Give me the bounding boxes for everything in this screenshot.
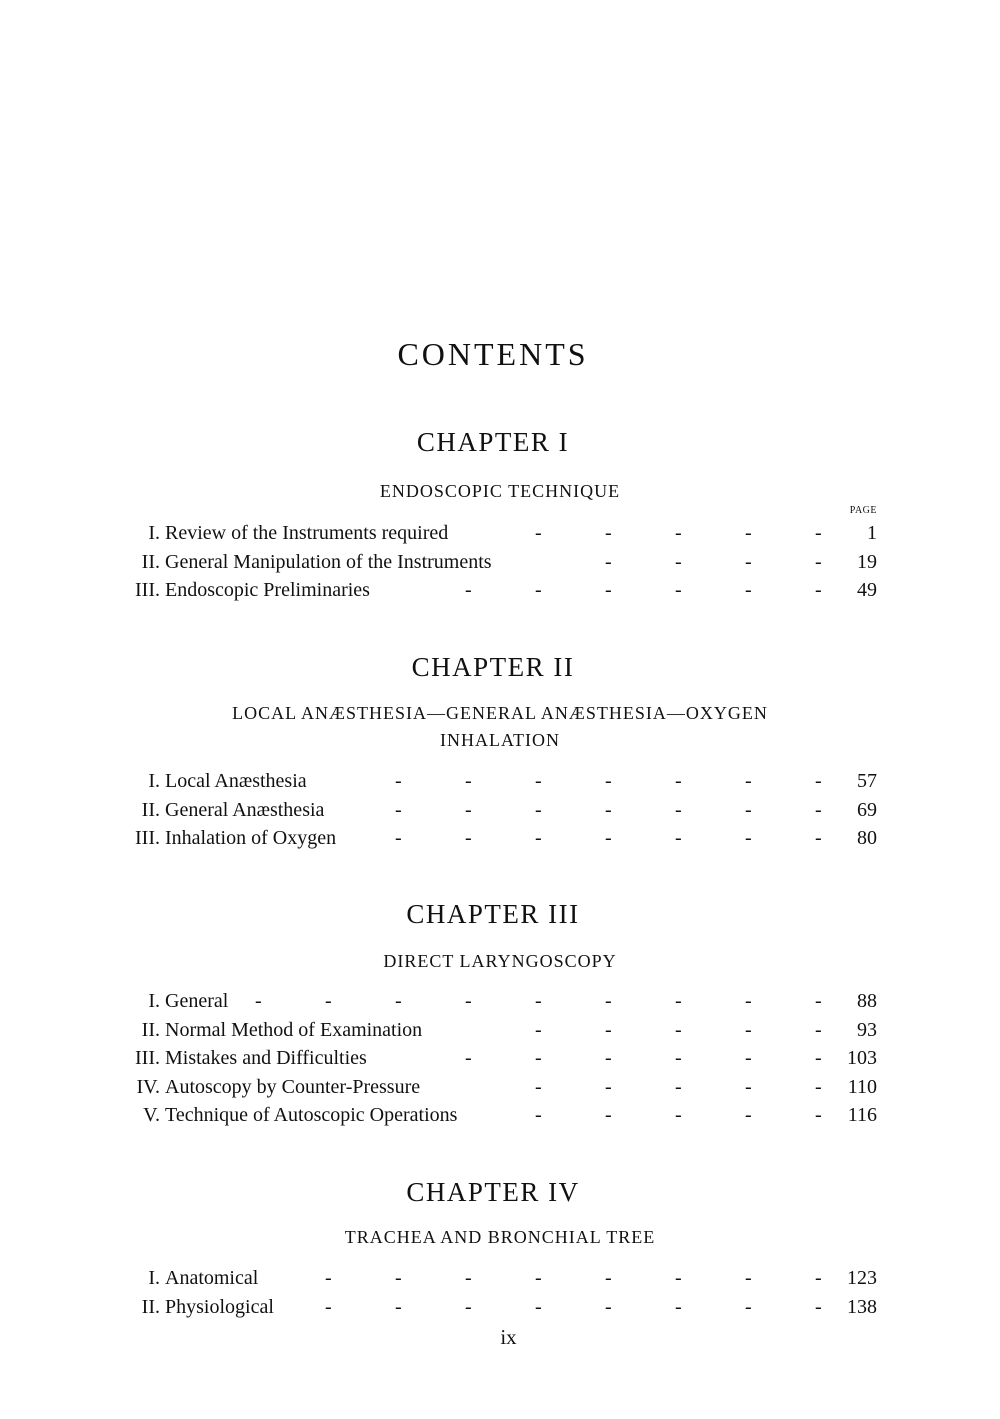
leader-dashes (0, 767, 1000, 795)
leader-dash: - (535, 798, 542, 821)
leader-dash: - (815, 770, 822, 792)
entry-number: I. (148, 990, 160, 1012)
chapter-subtitle-line: DIRECT LARYNGOSCOPY (383, 951, 617, 971)
leader-dash: - (255, 990, 262, 1012)
leader-dash: - (815, 827, 822, 849)
entry-number: I. (148, 522, 160, 544)
entry-number: II. (141, 550, 160, 573)
entry-page: 69 (857, 798, 877, 821)
chapter-subtitle-line: INHALATION (440, 730, 560, 750)
leader-dash: - (395, 1267, 402, 1289)
chapter-subtitle (0, 700, 1000, 754)
toc-entry[interactable] (0, 1016, 1000, 1045)
leader-dash: - (395, 770, 402, 792)
leader-dash: - (605, 1075, 612, 1098)
leader-dash: - (535, 1295, 542, 1318)
leader-dash: - (815, 1267, 822, 1289)
entry-title: Normal Method of Examination (165, 1018, 423, 1041)
toc-entry[interactable] (0, 519, 1000, 548)
entry-page: 93 (857, 1018, 877, 1041)
toc-entry[interactable] (0, 767, 1000, 796)
leader-dash: - (815, 1047, 822, 1069)
entry-number: II. (141, 798, 160, 821)
toc-entry[interactable] (0, 1073, 1000, 1102)
leader-dash: - (605, 827, 612, 849)
leader-dash: - (745, 827, 752, 849)
leader-dash: - (605, 798, 612, 821)
leader-dashes (0, 1016, 1000, 1044)
entry-page: 123 (847, 1267, 877, 1289)
chapter-subtitle-line: ENDOSCOPIC TECHNIQUE (379, 481, 621, 501)
leader-dash: - (745, 798, 752, 821)
entry-page: 57 (857, 770, 877, 792)
entry-title: Inhalation of Oxygen (165, 827, 337, 849)
leader-dash: - (815, 550, 822, 573)
entry-title: General Manipulation of the Instruments (165, 550, 492, 573)
leader-dash: - (745, 1295, 752, 1318)
leader-dash: - (745, 522, 752, 544)
toc-entry[interactable] (0, 548, 1000, 577)
leader-dash: - (605, 550, 612, 573)
chapter-heading: CHAPTER IV (406, 1177, 580, 1207)
toc-list (0, 767, 1000, 853)
chapter-subtitle-line: TRACHEA AND BRONCHIAL TREE (344, 1227, 656, 1247)
leader-dashes (0, 796, 1000, 824)
leader-dash: - (465, 579, 472, 601)
leader-dash: - (605, 990, 612, 1012)
chapter-subtitle-line: LOCAL ANÆSTHESIA—GENERAL ANÆSTHESIA—OXYGEN (232, 703, 768, 723)
leader-dash: - (745, 1047, 752, 1069)
leader-dash: - (465, 1295, 472, 1318)
leader-dashes (0, 576, 1000, 604)
entry-page: 80 (857, 827, 877, 849)
leader-dashes (0, 824, 1000, 852)
toc-entry[interactable] (0, 576, 1000, 605)
entry-page: 1 (867, 522, 877, 544)
leader-dashes (0, 519, 1000, 547)
leader-dash: - (675, 1075, 682, 1098)
leader-dash: - (535, 827, 542, 849)
entry-title: Anatomical (165, 1267, 259, 1289)
chapter-heading: CHAPTER III (406, 899, 580, 929)
chapter-heading: CHAPTER II (411, 652, 575, 682)
leader-dash: - (815, 522, 822, 544)
toc-entry[interactable] (0, 987, 1000, 1016)
leader-dash: - (745, 1104, 752, 1126)
leader-dash: - (815, 1295, 822, 1318)
leader-dash: - (815, 579, 822, 601)
toc-entry[interactable] (0, 824, 1000, 853)
leader-dash: - (745, 1267, 752, 1289)
leader-dash: - (465, 798, 472, 821)
leader-dash: - (535, 1047, 542, 1069)
entry-title: General (165, 990, 229, 1012)
leader-dash: - (325, 1295, 332, 1318)
leader-dash: - (465, 770, 472, 792)
entry-title: General Anæsthesia (165, 798, 325, 821)
leader-dash: - (395, 1295, 402, 1318)
entry-number: V. (143, 1104, 160, 1126)
leader-dashes (0, 548, 1000, 576)
leader-dash: - (605, 579, 612, 601)
entry-number: III. (135, 827, 160, 849)
entry-title: Local Anæsthesia (165, 770, 307, 792)
chapter-subtitle (0, 1224, 1000, 1251)
contents-title: CONTENTS (397, 336, 589, 372)
toc-entry[interactable] (0, 1264, 1000, 1293)
entry-title: Technique of Autoscopic Operations (165, 1104, 458, 1126)
leader-dash: - (815, 1018, 822, 1041)
leader-dash: - (675, 579, 682, 601)
entry-title: Review of the Instruments required (165, 522, 449, 544)
leader-dash: - (605, 1104, 612, 1126)
leader-dash: - (605, 770, 612, 792)
leader-dash: - (675, 1267, 682, 1289)
leader-dash: - (675, 990, 682, 1012)
leader-dash: - (535, 990, 542, 1012)
entry-number: III. (135, 579, 160, 601)
toc-entry[interactable] (0, 1044, 1000, 1073)
leader-dash: - (675, 798, 682, 821)
chapter-heading: CHAPTER I (416, 427, 570, 457)
toc-list (0, 987, 1000, 1130)
leader-dash: - (325, 990, 332, 1012)
entry-number: III. (135, 1047, 160, 1069)
toc-list (0, 519, 1000, 605)
leader-dash: - (745, 579, 752, 601)
entry-number: I. (148, 1267, 160, 1289)
leader-dash: - (675, 1104, 682, 1126)
leader-dash: - (535, 1267, 542, 1289)
entry-title: Autoscopy by Counter-Pressure (165, 1075, 421, 1098)
entry-page: 110 (847, 1075, 877, 1098)
entry-title: Endoscopic Preliminaries (165, 579, 370, 601)
toc-entry[interactable] (0, 1293, 1000, 1322)
leader-dash: - (605, 1018, 612, 1041)
leader-dash: - (465, 1047, 472, 1069)
leader-dash: - (745, 990, 752, 1012)
leader-dash: - (605, 1047, 612, 1069)
leader-dash: - (815, 1104, 822, 1126)
leader-dash: - (745, 770, 752, 792)
leader-dash: - (325, 1267, 332, 1289)
chapter-subtitle (0, 948, 1000, 975)
leader-dash: - (535, 522, 542, 544)
leader-dash: - (675, 827, 682, 849)
entry-page: 19 (857, 550, 877, 573)
chapter-subtitle (0, 478, 1000, 505)
leader-dash: - (465, 990, 472, 1012)
leader-dash: - (535, 1104, 542, 1126)
leader-dash: - (745, 550, 752, 573)
entry-number: II. (141, 1018, 160, 1041)
leader-dash: - (815, 990, 822, 1012)
leader-dash: - (675, 1018, 682, 1041)
leader-dash: - (815, 798, 822, 821)
leader-dash: - (745, 1018, 752, 1041)
page-number: ix (500, 1325, 517, 1349)
toc-entry[interactable] (0, 1101, 1000, 1130)
leader-dash: - (815, 1075, 822, 1098)
leader-dash: - (395, 798, 402, 821)
entry-number: IV. (136, 1075, 160, 1098)
leader-dash: - (675, 522, 682, 544)
leader-dash: - (675, 1295, 682, 1318)
leader-dash: - (535, 1018, 542, 1041)
entry-page: 49 (857, 579, 877, 601)
leader-dash: - (675, 550, 682, 573)
leader-dash: - (465, 827, 472, 849)
leader-dash: - (675, 770, 682, 792)
leader-dash: - (535, 1075, 542, 1098)
leader-dash: - (605, 1295, 612, 1318)
leader-dash: - (395, 827, 402, 849)
leader-dash: - (395, 990, 402, 1012)
leader-dashes (0, 987, 1000, 1015)
leader-dash: - (535, 770, 542, 792)
leader-dash: - (465, 1267, 472, 1289)
toc-entry[interactable] (0, 796, 1000, 825)
entry-number: II. (141, 1295, 160, 1318)
leader-dash: - (745, 1075, 752, 1098)
leader-dash: - (675, 1047, 682, 1069)
entry-page: 103 (847, 1047, 877, 1069)
page-column-label: PAGE (849, 505, 877, 516)
entry-title: Physiological (165, 1295, 274, 1318)
entry-title: Mistakes and Difficulties (165, 1047, 367, 1069)
entry-page: 116 (847, 1104, 877, 1126)
leader-dash: - (605, 1267, 612, 1289)
entry-page: 138 (847, 1295, 877, 1318)
leader-dash: - (605, 522, 612, 544)
toc-list (0, 1264, 1000, 1321)
entry-number: I. (148, 770, 160, 792)
leader-dash: - (535, 579, 542, 601)
entry-page: 88 (857, 990, 877, 1012)
